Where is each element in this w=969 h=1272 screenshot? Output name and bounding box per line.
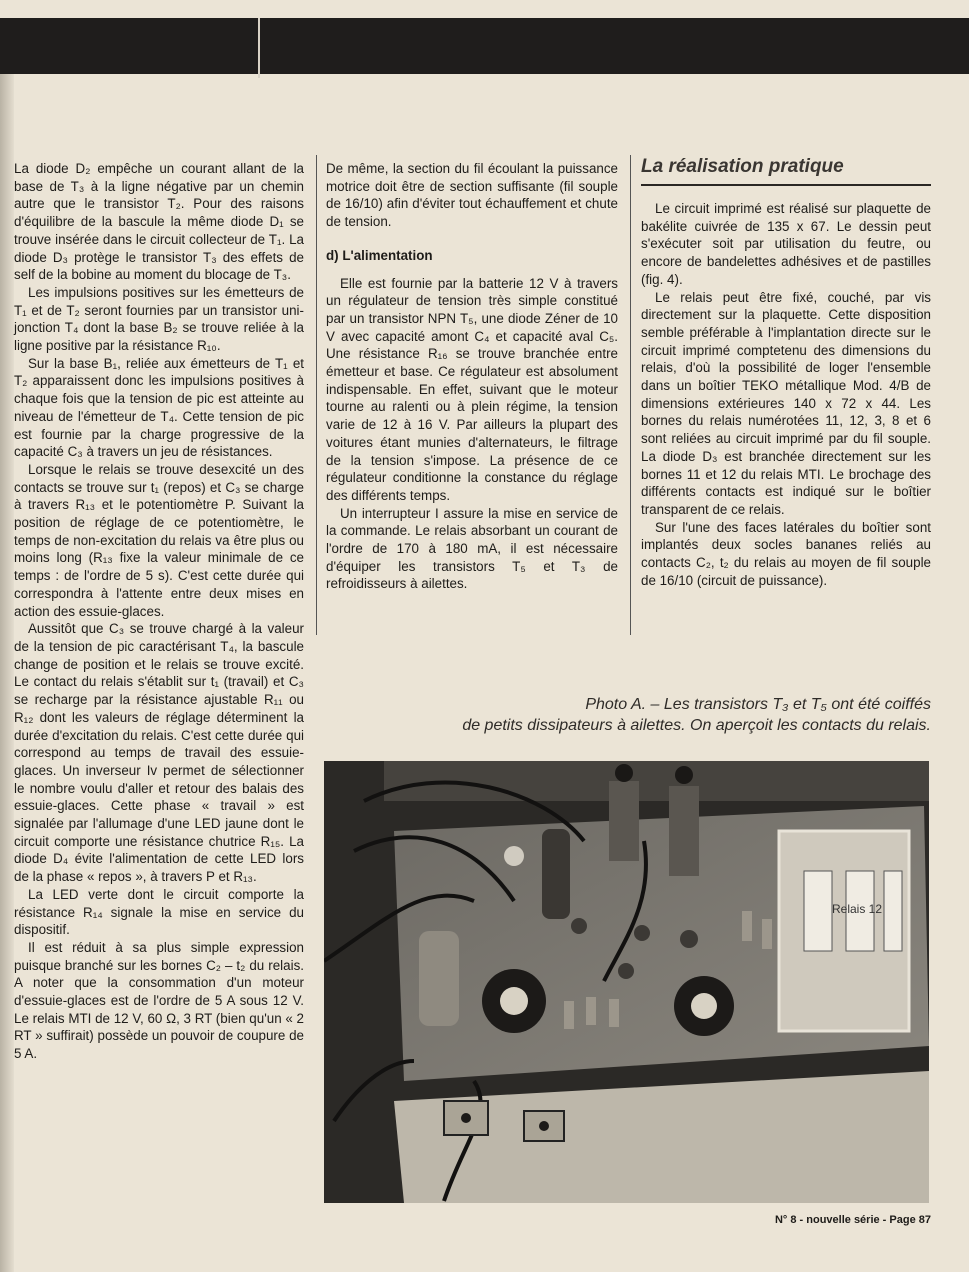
column-divider [316,155,317,635]
resistor [742,911,752,941]
knob [615,764,633,782]
paragraph: Elle est fournie par la batterie 12 V à travers un régulateur de tension très simple constitué par un transistor NPN T₅, une diode Zéner de 10 V avec capacité amont C₄ et capacité aval C₅. Une résistance R₁₆ se trouve branchée entre émetteur et base. Ce régulateur est absolument indispensable. En effet, suivant que le moteur tourne au ralenti ou à plein régime, la tension varie de 12 à 16 V. Par ailleurs la plupart des voitures étant munies d'alternateurs, le filtrage de la tension s'impose. La présence de ce régulateur conditionne la constance du réglage des différents temps. [326,275,618,503]
column-divider [630,155,631,635]
resistor [586,997,596,1025]
header-tick [258,18,260,78]
column-1 [14,160,304,1063]
paragraph: Lorsque le relais se trouve desexcité un des contacts se trouve sur t₁ (repos) et C₃ se charge à travers R₁₃ et le potentiomètre P. Suivant la position de réglage de ce potentiomètre, le temps de non-excitation du relais va être plus ou moins long (R₁₃ fixe la valeur minimale de ce temps : de l'ordre de 5 s). C'est cette durée qui correspondra à l'attente entre deux mises en action des essuie-glaces. [14,461,304,619]
capacitor [634,925,650,941]
paragraph: La LED verte dont le circuit comporte la résistance R₁₄ signale la mise en service du dispositif. [14,886,304,938]
paragraph: Les impulsions positives sur les émetteurs de T₁ et de T₂ seront fournies par un transistor uni-jonction T₄ dont la base B₂ se trouve reliée à la ligne positive par la résistance R₁₀. [14,284,304,354]
circuit-photo-illustration [324,761,929,1203]
relay-contact [804,871,832,951]
paragraph: De même, la section du fil écoulant la puissance motrice doit être de section suffisante (fil souple de 16/10) afin d'éviter tout échauffement et chute de tension. [326,161,618,230]
column-3 [641,155,931,589]
resistor [762,919,772,949]
resistor [564,1001,574,1029]
photo-caption [350,694,931,736]
capacitor [571,918,587,934]
column-2 [326,160,618,593]
capacitor [504,846,524,866]
heatsink [482,969,546,1033]
paragraph: Aussitôt que C₃ se trouve chargé à la valeur de la tension de pic caractérisant T₄, la bascule change de position et le relais se trouve excité. Le contact du relais s'établit sur t₁ (travail) et C₃ se recharge par la résistance ajustable R₁₁ ou R₁₂ dont les valeurs de réglage déterminent la durée d'excitation du relais. C'est cette durée qui correspond au temps de travail des essuie-glaces. Un inverseur Iv permet de sélectionner le nombre voulu d'aller et retour des balais des essuie-glaces. Cette phase « travail » est signalée par l'allumage d'une LED jaune dont le circuit comporte une résistance chutrice R₁₅. La diode D₄ évite l'alimentation de cette LED lors de la phase « repos », à travers P et R₁₃. [14,621,304,885]
knob [675,766,693,784]
caption-line: Photo A. – Les transistors T₃ et T₅ ont été coiffés [585,696,931,713]
paragraph: Il est réduit à sa plus simple expression puisque branché sur les bornes C₂ – t₂ du relais. A noter que la consommation d'un moteur d'essuie-glaces est de l'ordre de 5 A sous 12 V. Le relais MTI de 12 V, 60 Ω, 3 RT (bien qu'un « 2 RT » suffirait) possède un pouvoir de coupure de 5 A. [14,939,304,1062]
section-heading: La réalisation pratique [641,156,844,177]
paragraph: Sur la base B₁, reliée aux émetteurs de T₁ et T₂ apparaissent donc les impulsions positives à chaque fois que la tension de pic est atteinte au niveau de l'émetteur de T₄. Cette tension de pic est fournie par la charge progressive de la capacité C₃ à travers un jeu de résistances. [14,355,304,460]
subsection-heading: d) L'alimentation [326,247,433,263]
paragraph: La diode D₂ empêche un courant allant de la base de T₃ à la ligne négative par un chemin autre que le transistor T₂. Pour des raisons d'équilibre de la bascule la même diode D₁ se trouve insérée dans le circuit collecteur de T₁. La diode D₃ protège le transistor T₃ des effets de self de la bobine au moment du blocage de T₃. [14,161,304,283]
relay-contact [884,871,902,951]
potentiometer [669,786,699,876]
paragraph: Sur l'une des faces latérales du boîtier sont implantés deux socles bananes reliés au contacts C₂, t₂ du relais au moyen de fil souple de 16/10 (circuit de puissance). [641,519,931,588]
page-gutter-shadow [0,74,14,1272]
capacitor [680,930,698,948]
paragraph: Le relais peut être fixé, couché, par vis directement sur la plaquette. Cette disposition semble préférable à l'implantation directe sur le circuit imprimé comptetenu des dimensions du relais, d'où la possibilité de loger l'ensemble dans un boîtier TEKO métallique Mod. 4/B de dimensions extérieures 140 x 72 x 44. Les bornes du relais numérotées 11, 12, 3, 8 et 6 sont reliées au circuit imprimé par du fil souple. La diode D₃ est branchée directement sur les bornes 11 et 12 du relais MTI. Le brochage des différents contacts est indiqué sur le boîtier transparent de ce relais. [641,289,931,517]
capacitor [618,963,634,979]
page-footer: N° 8 - nouvelle série - Page 87 [774,1214,931,1226]
header-band [0,18,969,74]
paragraph: Un interrupteur I assure la mise en service de la commande. Le relais absorbant un courant de l'ordre de 170 à 180 mA, il est nécessaire d'équiper les transistors T₅ et T₃ de refroidisseurs à ailettes. [326,505,618,592]
case-edge [384,761,929,801]
section-rule [641,184,931,186]
heatsink [674,976,734,1036]
circuit-photo [324,761,929,1203]
relay-label: Relais 12 [832,902,883,916]
caption-line: de petits dissipateurs à ailettes. On aperçoit les contacts du relais. [462,717,931,734]
potentiometer [609,781,639,861]
capacitor [419,931,459,1026]
capacitor [542,829,570,919]
resistor [609,999,619,1027]
paragraph: Le circuit imprimé est réalisé sur plaquette de bakélite cuivrée de 135 x 67. Le dessin peut s'exécuter soit par utilisation du feutre, ou encore de bandelettes adhésives et de pastilles (fig. 4). [641,201,931,287]
